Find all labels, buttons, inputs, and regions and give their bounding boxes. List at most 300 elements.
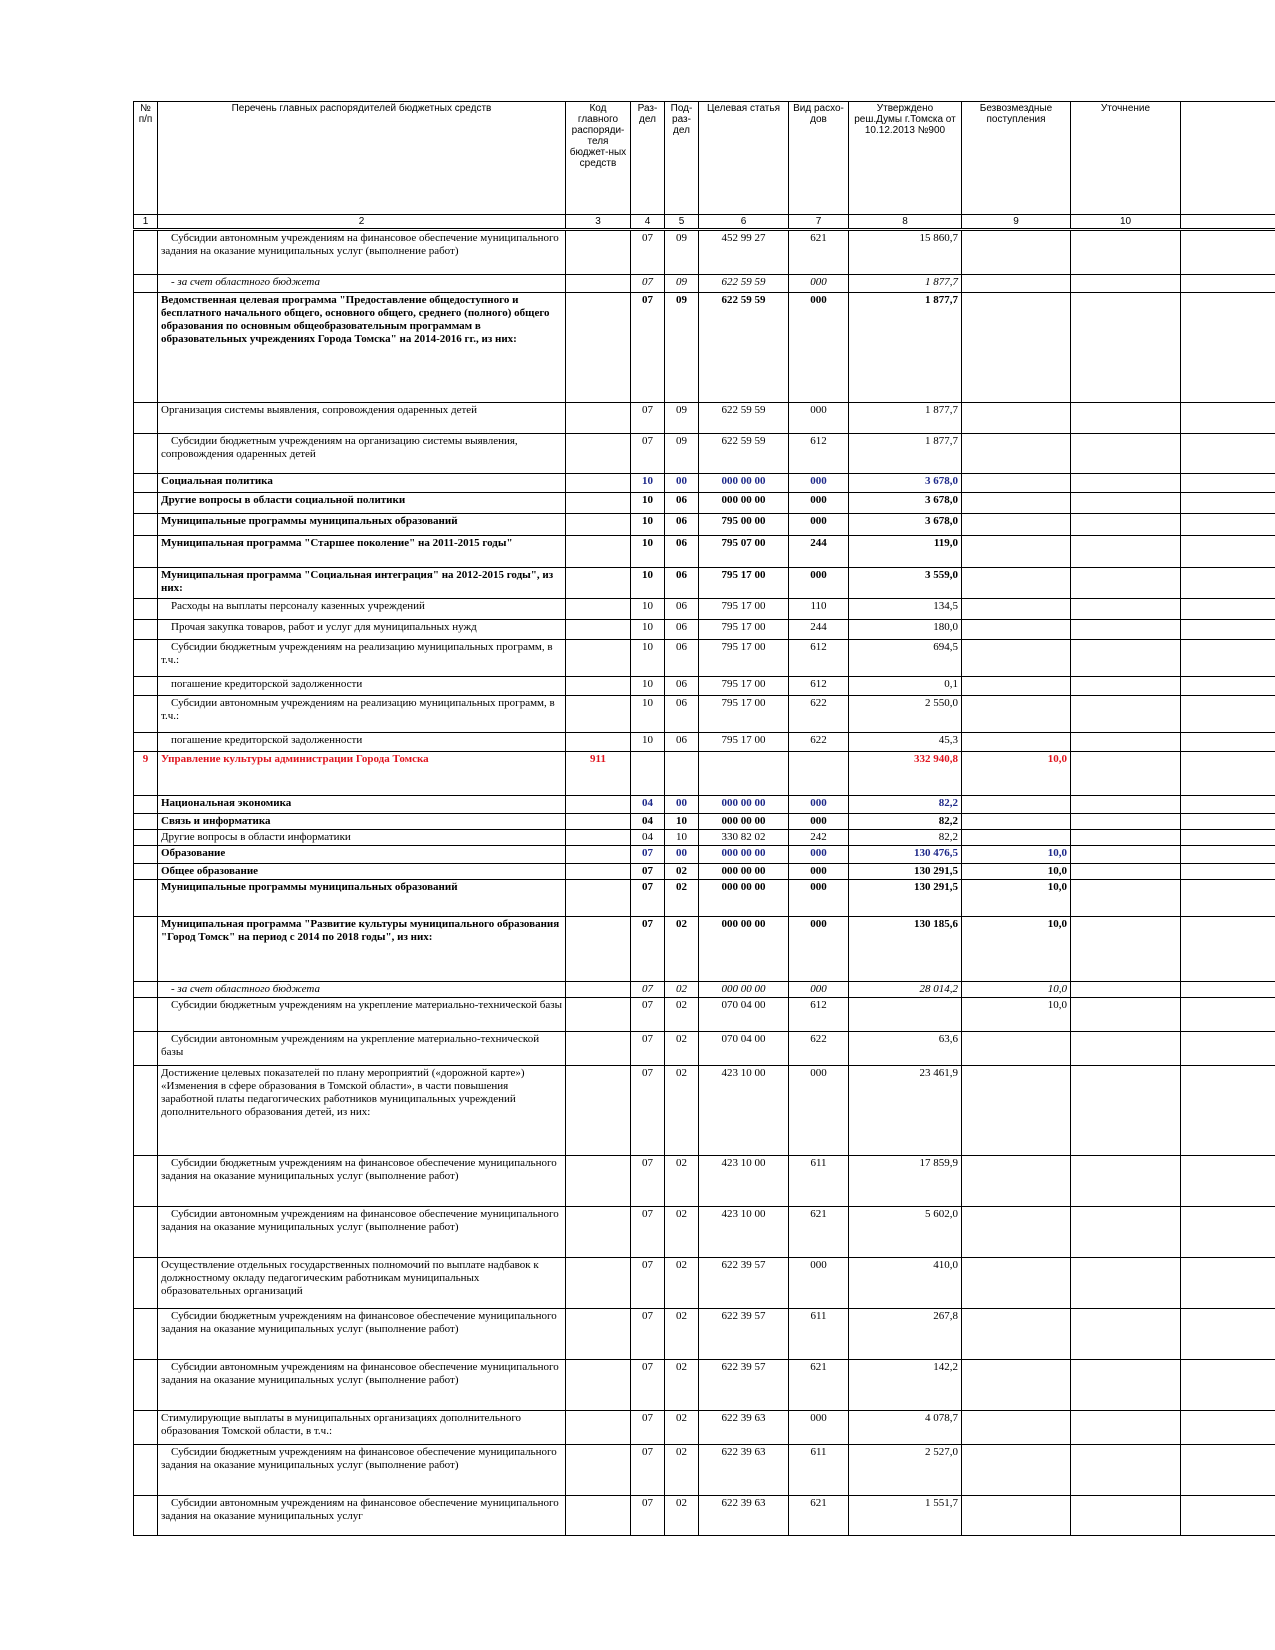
- row-name: Осуществление отдельных государственных полномочий по выплате надбавок к должностному окладу педагогическим работникам муниципальных образовательных организаций: [158, 1258, 566, 1309]
- row-extra: [1181, 814, 1275, 830]
- table-row: [134, 696, 1275, 733]
- row-expense-type: 000: [789, 846, 849, 864]
- row-free-receipts: [962, 814, 1071, 830]
- row-target-item: 000 00 00: [699, 493, 789, 514]
- row-code: [566, 434, 631, 474]
- table-row: [134, 403, 1275, 434]
- row-number: [134, 1411, 158, 1445]
- row-approved-amount: 130 476,5: [849, 846, 962, 864]
- row-approved-amount: 1 551,7: [849, 1496, 962, 1536]
- row-approved-amount: 45,3: [849, 733, 962, 752]
- row-name: - за счет областного бюджета: [158, 982, 566, 998]
- row-section: 07: [631, 1032, 665, 1066]
- row-section: 04: [631, 830, 665, 846]
- row-target-item: 000 00 00: [699, 796, 789, 814]
- table-row: [134, 568, 1275, 599]
- row-approved-amount: 410,0: [849, 1258, 962, 1309]
- row-section: 10: [631, 640, 665, 677]
- row-section: 10: [631, 493, 665, 514]
- row-extra: [1181, 230, 1275, 275]
- row-subsection: 06: [665, 696, 699, 733]
- row-target-item: 330 82 02: [699, 830, 789, 846]
- col-number: 7: [789, 215, 849, 230]
- row-name: Муниципальная программа "Социальная интеграция" на 2012-2015 годы", из них:: [158, 568, 566, 599]
- row-approved-amount: 142,2: [849, 1360, 962, 1411]
- table-row: [134, 864, 1275, 880]
- row-clarification: [1071, 733, 1181, 752]
- row-number: [134, 493, 158, 514]
- row-target-item: 423 10 00: [699, 1066, 789, 1156]
- row-approved-amount: [849, 998, 962, 1032]
- row-number: [134, 1258, 158, 1309]
- row-free-receipts: [962, 1445, 1071, 1496]
- row-subsection: 06: [665, 493, 699, 514]
- row-approved-amount: 1 877,7: [849, 434, 962, 474]
- row-name: Муниципальные программы муниципальных образований: [158, 880, 566, 917]
- row-expense-type: 612: [789, 677, 849, 696]
- row-approved-amount: 2 527,0: [849, 1445, 962, 1496]
- row-approved-amount: 63,6: [849, 1032, 962, 1066]
- row-target-item: 000 00 00: [699, 846, 789, 864]
- row-expense-type: 244: [789, 536, 849, 568]
- row-approved-amount: 15 860,7: [849, 230, 962, 275]
- row-code: [566, 1258, 631, 1309]
- row-expense-type: 244: [789, 620, 849, 640]
- row-expense-type: 612: [789, 434, 849, 474]
- row-code: [566, 864, 631, 880]
- row-subsection: 02: [665, 1156, 699, 1207]
- row-approved-amount: 130 291,5: [849, 864, 962, 880]
- table-row: [134, 677, 1275, 696]
- row-expense-type: 621: [789, 1496, 849, 1536]
- row-free-receipts: 10,0: [962, 982, 1071, 998]
- row-expense-type: 000: [789, 474, 849, 493]
- row-code: [566, 620, 631, 640]
- row-approved-amount: 1 877,7: [849, 293, 962, 403]
- table-row: [134, 880, 1275, 917]
- row-approved-amount: 134,5: [849, 599, 962, 620]
- row-expense-type: 000: [789, 814, 849, 830]
- row-target-item: 423 10 00: [699, 1156, 789, 1207]
- row-clarification: [1071, 752, 1181, 796]
- row-code: [566, 880, 631, 917]
- col-header-target: Целевая статья: [699, 102, 789, 215]
- row-code: [566, 1156, 631, 1207]
- row-code: [566, 1066, 631, 1156]
- row-section: 04: [631, 796, 665, 814]
- row-number: [134, 275, 158, 293]
- row-section: 07: [631, 1496, 665, 1536]
- row-approved-amount: 119,0: [849, 536, 962, 568]
- row-approved-amount: 82,2: [849, 796, 962, 814]
- row-expense-type: 000: [789, 293, 849, 403]
- row-clarification: [1071, 620, 1181, 640]
- row-number: [134, 514, 158, 536]
- table-row: [134, 846, 1275, 864]
- row-approved-amount: 180,0: [849, 620, 962, 640]
- table-row: [134, 493, 1275, 514]
- row-clarification: [1071, 1207, 1181, 1258]
- row-target-item: 000 00 00: [699, 917, 789, 982]
- row-target-item: 795 17 00: [699, 599, 789, 620]
- row-expense-type: 622: [789, 733, 849, 752]
- row-target-item: 000 00 00: [699, 880, 789, 917]
- row-clarification: [1071, 1496, 1181, 1536]
- row-name: Другие вопросы в области информатики: [158, 830, 566, 846]
- row-approved-amount: 332 940,8: [849, 752, 962, 796]
- row-extra: [1181, 1411, 1275, 1445]
- row-number: [134, 880, 158, 917]
- row-clarification: [1071, 1411, 1181, 1445]
- row-target-item: 622 39 57: [699, 1360, 789, 1411]
- row-section: 10: [631, 568, 665, 599]
- table-row: [134, 640, 1275, 677]
- row-code: [566, 293, 631, 403]
- row-section: 07: [631, 275, 665, 293]
- row-subsection: 02: [665, 982, 699, 998]
- row-code: [566, 275, 631, 293]
- row-free-receipts: [962, 1309, 1071, 1360]
- row-code: [566, 814, 631, 830]
- row-expense-type: 621: [789, 230, 849, 275]
- row-code: [566, 1445, 631, 1496]
- row-code: [566, 536, 631, 568]
- row-name: Прочая закупка товаров, работ и услуг для муниципальных нужд: [158, 620, 566, 640]
- row-free-receipts: 10,0: [962, 917, 1071, 982]
- row-extra: [1181, 1445, 1275, 1496]
- row-target-item: [699, 752, 789, 796]
- table-row: [134, 998, 1275, 1032]
- row-extra: [1181, 514, 1275, 536]
- row-section: 07: [631, 403, 665, 434]
- row-code: [566, 733, 631, 752]
- table-row: [134, 1258, 1275, 1309]
- row-expense-type: 612: [789, 640, 849, 677]
- row-number: [134, 1496, 158, 1536]
- col-number: 2: [158, 215, 566, 230]
- row-expense-type: 000: [789, 493, 849, 514]
- row-name: Субсидии автономным учреждениям на финансовое обеспечение муниципального задания на оказание муниципальных услуг (выполнение работ): [158, 1360, 566, 1411]
- row-expense-type: 622: [789, 1032, 849, 1066]
- row-section: 10: [631, 733, 665, 752]
- row-number: [134, 814, 158, 830]
- row-expense-type: 621: [789, 1360, 849, 1411]
- row-subsection: 02: [665, 864, 699, 880]
- row-subsection: 06: [665, 514, 699, 536]
- row-free-receipts: [962, 434, 1071, 474]
- row-code: [566, 982, 631, 998]
- row-subsection: 09: [665, 434, 699, 474]
- column-number-row: [134, 215, 1275, 230]
- row-section: 10: [631, 514, 665, 536]
- row-free-receipts: 10,0: [962, 846, 1071, 864]
- row-extra: [1181, 493, 1275, 514]
- row-free-receipts: [962, 1207, 1071, 1258]
- col-number: 6: [699, 215, 789, 230]
- row-expense-type: 000: [789, 275, 849, 293]
- row-section: 04: [631, 814, 665, 830]
- col-number: 8: [849, 215, 962, 230]
- row-target-item: 452 99 27: [699, 230, 789, 275]
- table-row: [134, 1032, 1275, 1066]
- row-section: 10: [631, 620, 665, 640]
- row-section: 07: [631, 434, 665, 474]
- col-header-name: Перечень главных распорядителей бюджетных средств: [158, 102, 566, 215]
- row-clarification: [1071, 1032, 1181, 1066]
- table-row: [134, 1156, 1275, 1207]
- row-section: 07: [631, 1066, 665, 1156]
- row-free-receipts: [962, 1066, 1071, 1156]
- row-extra: [1181, 1156, 1275, 1207]
- row-extra: [1181, 1032, 1275, 1066]
- row-name: Субсидии бюджетным учреждениям на реализацию муниципальных программ, в т.ч.:: [158, 640, 566, 677]
- row-number: [134, 1207, 158, 1258]
- row-code: [566, 1496, 631, 1536]
- row-name: Субсидии автономным учреждениям на финансовое обеспечение муниципального задания на оказание муниципальных услуг (выполнение работ): [158, 1207, 566, 1258]
- row-name: Субсидии бюджетным учреждениям на финансовое обеспечение муниципального задания на оказание муниципальных услуг (выполнение работ): [158, 1309, 566, 1360]
- row-section: 07: [631, 880, 665, 917]
- table-row: [134, 275, 1275, 293]
- row-extra: [1181, 1309, 1275, 1360]
- row-name: Субсидии бюджетным учреждениям на финансовое обеспечение муниципального задания на оказание муниципальных услуг (выполнение работ): [158, 1156, 566, 1207]
- col-number: 9: [962, 215, 1071, 230]
- row-code: [566, 1360, 631, 1411]
- row-extra: [1181, 1360, 1275, 1411]
- row-extra: [1181, 1258, 1275, 1309]
- row-subsection: 02: [665, 998, 699, 1032]
- col-header-section: Раз-дел: [631, 102, 665, 215]
- row-clarification: [1071, 880, 1181, 917]
- row-subsection: 06: [665, 640, 699, 677]
- col-number: 5: [665, 215, 699, 230]
- row-name: Расходы на выплаты персоналу казенных учреждений: [158, 599, 566, 620]
- row-free-receipts: 10,0: [962, 864, 1071, 880]
- row-subsection: 02: [665, 1207, 699, 1258]
- row-expense-type: 000: [789, 1411, 849, 1445]
- col-header-clarification: Уточнение: [1071, 102, 1181, 215]
- row-clarification: [1071, 474, 1181, 493]
- row-subsection: 02: [665, 917, 699, 982]
- row-extra: [1181, 536, 1275, 568]
- table-row: [134, 830, 1275, 846]
- row-subsection: 09: [665, 230, 699, 275]
- row-free-receipts: [962, 640, 1071, 677]
- row-number: [134, 293, 158, 403]
- row-expense-type: 622: [789, 696, 849, 733]
- row-subsection: 06: [665, 733, 699, 752]
- row-extra: [1181, 846, 1275, 864]
- row-code: [566, 568, 631, 599]
- row-target-item: 795 17 00: [699, 568, 789, 599]
- row-code: [566, 796, 631, 814]
- row-free-receipts: [962, 1032, 1071, 1066]
- row-free-receipts: [962, 620, 1071, 640]
- row-clarification: [1071, 493, 1181, 514]
- row-subsection: 06: [665, 677, 699, 696]
- row-section: 07: [631, 1309, 665, 1360]
- row-free-receipts: [962, 403, 1071, 434]
- row-number: 9: [134, 752, 158, 796]
- row-expense-type: 000: [789, 982, 849, 998]
- row-clarification: [1071, 814, 1181, 830]
- row-subsection: 09: [665, 293, 699, 403]
- row-name: Образование: [158, 846, 566, 864]
- row-expense-type: 000: [789, 864, 849, 880]
- row-number: [134, 230, 158, 275]
- row-expense-type: 000: [789, 1066, 849, 1156]
- row-approved-amount: 694,5: [849, 640, 962, 677]
- row-subsection: 00: [665, 796, 699, 814]
- row-subsection: 02: [665, 1258, 699, 1309]
- row-number: [134, 846, 158, 864]
- row-section: 07: [631, 846, 665, 864]
- row-extra: [1181, 640, 1275, 677]
- row-name: Субсидии автономным учреждениям на укрепление материально-технической базы: [158, 1032, 566, 1066]
- row-target-item: 622 59 59: [699, 434, 789, 474]
- row-subsection: 06: [665, 599, 699, 620]
- table-row: [134, 1309, 1275, 1360]
- budget-table: [133, 101, 1275, 1536]
- row-approved-amount: 3 678,0: [849, 474, 962, 493]
- table-row: [134, 982, 1275, 998]
- row-clarification: [1071, 599, 1181, 620]
- row-extra: [1181, 1207, 1275, 1258]
- row-name: Национальная экономика: [158, 796, 566, 814]
- row-section: 10: [631, 474, 665, 493]
- row-section: 07: [631, 982, 665, 998]
- row-free-receipts: [962, 1360, 1071, 1411]
- row-target-item: 795 17 00: [699, 733, 789, 752]
- header-row: [134, 102, 1275, 215]
- col-header-extra: [1181, 102, 1275, 215]
- row-number: [134, 830, 158, 846]
- row-target-item: 622 59 59: [699, 293, 789, 403]
- row-number: [134, 998, 158, 1032]
- table-row: [134, 293, 1275, 403]
- row-subsection: 09: [665, 275, 699, 293]
- row-approved-amount: 5 602,0: [849, 1207, 962, 1258]
- row-clarification: [1071, 434, 1181, 474]
- row-approved-amount: 1 877,7: [849, 275, 962, 293]
- row-name: Управление культуры администрации Города Томска: [158, 752, 566, 796]
- row-approved-amount: 3 678,0: [849, 514, 962, 536]
- row-approved-amount: 82,2: [849, 814, 962, 830]
- row-name: Связь и информатика: [158, 814, 566, 830]
- row-name: Субсидии бюджетным учреждениям на организацию системы выявления, сопровождения одаренных детей: [158, 434, 566, 474]
- row-clarification: [1071, 568, 1181, 599]
- row-code: [566, 1309, 631, 1360]
- row-approved-amount: 267,8: [849, 1309, 962, 1360]
- row-extra: [1181, 677, 1275, 696]
- row-free-receipts: [962, 830, 1071, 846]
- row-expense-type: 000: [789, 796, 849, 814]
- row-section: 07: [631, 1258, 665, 1309]
- row-target-item: 795 17 00: [699, 677, 789, 696]
- row-free-receipts: [962, 514, 1071, 536]
- row-target-item: 622 39 63: [699, 1411, 789, 1445]
- row-extra: [1181, 434, 1275, 474]
- row-name: Общее образование: [158, 864, 566, 880]
- row-subsection: 02: [665, 880, 699, 917]
- row-clarification: [1071, 830, 1181, 846]
- row-expense-type: 611: [789, 1445, 849, 1496]
- row-number: [134, 1360, 158, 1411]
- row-number: [134, 640, 158, 677]
- row-subsection: 02: [665, 1066, 699, 1156]
- row-free-receipts: [962, 1258, 1071, 1309]
- row-name: Субсидии автономным учреждениям на реализацию муниципальных программ, в т.ч.:: [158, 696, 566, 733]
- row-name: Социальная политика: [158, 474, 566, 493]
- row-extra: [1181, 880, 1275, 917]
- row-subsection: 10: [665, 830, 699, 846]
- row-target-item: 070 04 00: [699, 1032, 789, 1066]
- row-clarification: [1071, 514, 1181, 536]
- row-target-item: 622 59 59: [699, 403, 789, 434]
- row-clarification: [1071, 640, 1181, 677]
- row-section: 10: [631, 677, 665, 696]
- row-extra: [1181, 474, 1275, 493]
- row-extra: [1181, 1496, 1275, 1536]
- row-free-receipts: 10,0: [962, 752, 1071, 796]
- row-expense-type: 000: [789, 403, 849, 434]
- row-expense-type: 611: [789, 1309, 849, 1360]
- row-code: [566, 1411, 631, 1445]
- row-number: [134, 1032, 158, 1066]
- row-target-item: 622 39 63: [699, 1445, 789, 1496]
- row-extra: [1181, 864, 1275, 880]
- row-expense-type: 110: [789, 599, 849, 620]
- col-header-free: Безвозмездные поступления: [962, 102, 1071, 215]
- row-approved-amount: 1 877,7: [849, 403, 962, 434]
- row-subsection: 06: [665, 620, 699, 640]
- row-approved-amount: 28 014,2: [849, 982, 962, 998]
- row-name: Муниципальная программа "Развитие культуры муниципального образования "Город Томск" на период с 2014 по 2018 годы", из них:: [158, 917, 566, 982]
- row-free-receipts: [962, 733, 1071, 752]
- row-code: [566, 230, 631, 275]
- row-section: 07: [631, 917, 665, 982]
- row-code: [566, 998, 631, 1032]
- row-name: Другие вопросы в области социальной политики: [158, 493, 566, 514]
- row-number: [134, 599, 158, 620]
- row-section: 10: [631, 599, 665, 620]
- row-approved-amount: 130 185,6: [849, 917, 962, 982]
- row-target-item: 070 04 00: [699, 998, 789, 1032]
- row-clarification: [1071, 230, 1181, 275]
- row-target-item: 622 39 57: [699, 1309, 789, 1360]
- row-number: [134, 1309, 158, 1360]
- row-name: Достижение целевых показателей по плану мероприятий («дорожной карте») «Изменения в сфере образования в Томской области», в части повышения заработной платы педагогических работников муниципальных учреждений дополнительного образования детей, из них:: [158, 1066, 566, 1156]
- row-clarification: [1071, 846, 1181, 864]
- col-header-num: № п/п: [134, 102, 158, 215]
- row-free-receipts: [962, 568, 1071, 599]
- row-free-receipts: [962, 696, 1071, 733]
- row-approved-amount: 130 291,5: [849, 880, 962, 917]
- row-number: [134, 1445, 158, 1496]
- row-extra: [1181, 752, 1275, 796]
- row-code: [566, 514, 631, 536]
- row-clarification: [1071, 677, 1181, 696]
- table-row: [134, 620, 1275, 640]
- col-number: 4: [631, 215, 665, 230]
- row-approved-amount: 3 678,0: [849, 493, 962, 514]
- row-section: 07: [631, 1360, 665, 1411]
- row-code: [566, 1207, 631, 1258]
- row-expense-type: 000: [789, 880, 849, 917]
- row-target-item: 795 07 00: [699, 536, 789, 568]
- row-free-receipts: [962, 293, 1071, 403]
- row-target-item: 000 00 00: [699, 982, 789, 998]
- row-target-item: 795 17 00: [699, 640, 789, 677]
